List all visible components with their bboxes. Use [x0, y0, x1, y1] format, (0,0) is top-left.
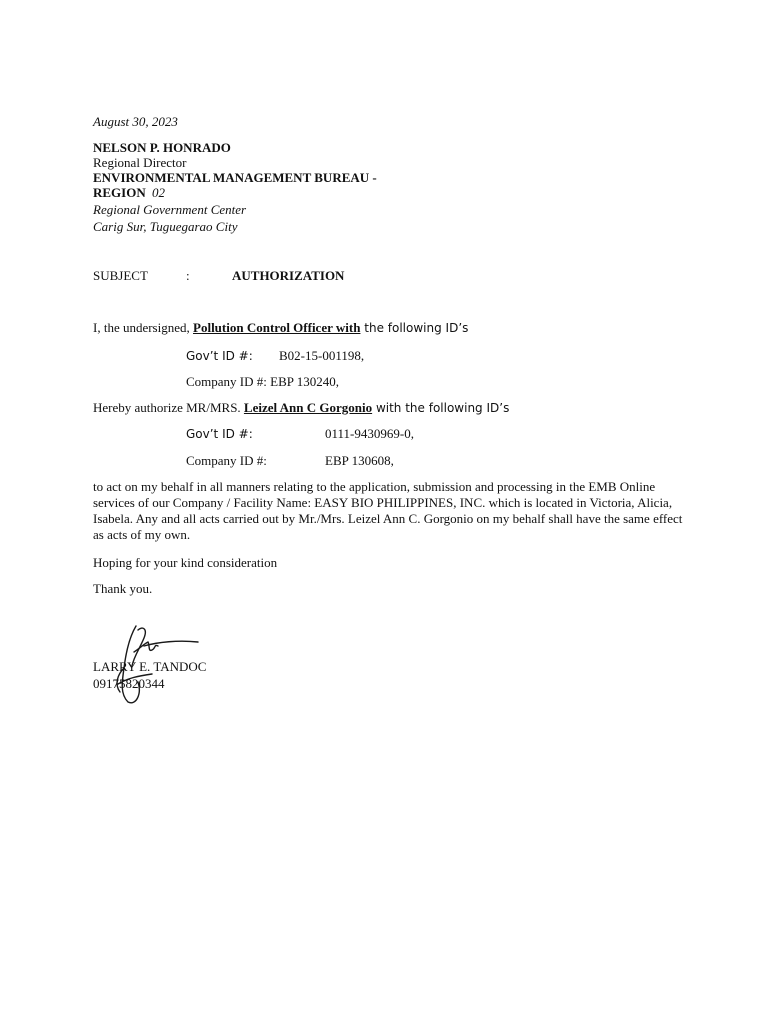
region-number: 02: [151, 185, 165, 200]
closing-line: Hoping for your kind consideration: [93, 555, 278, 570]
recipient-title: Regional Director: [93, 155, 187, 170]
officer-company-id: [186, 374, 339, 390]
subject-label: SUBJECT: [93, 268, 148, 283]
recipient-org: ENVIRONMENTAL MANAGEMENT BUREAU -: [93, 170, 377, 185]
officer-gov-id-value: B02-15-001198,: [279, 348, 365, 363]
authorize-suffix: with the following ID’s: [372, 401, 510, 415]
recipient-address-line2: Carig Sur, Tuguegarao City: [93, 219, 238, 234]
subject-value: AUTHORIZATION: [232, 268, 345, 283]
authorized-person-name: Leizel Ann C Gorgonio: [243, 400, 373, 415]
officer-company-id-value: EBP 130240,: [270, 374, 339, 389]
authorized-company-id-label: Company ID #:: [186, 453, 267, 468]
officer-role: Pollution Control Officer with: [193, 320, 361, 335]
officer-gov-id-label: Gov’t ID #:: [186, 349, 253, 363]
recipient-address-line1: Regional Government Center: [93, 202, 247, 217]
authorized-gov-id-label: Gov’t ID #:: [186, 427, 253, 441]
intro-suffix: the following ID’s: [360, 321, 469, 335]
authorize-line: [93, 400, 509, 416]
subject-colon: :: [186, 268, 190, 283]
intro-prefix: I, the undersigned,: [93, 320, 194, 335]
authorize-prefix: Hereby authorize MR/MRS.: [93, 400, 244, 415]
officer-company-id-label: Company ID #:: [186, 374, 267, 389]
letter-date: August 30, 2023: [93, 114, 178, 129]
signatory-name: LARRY E. TANDOC: [93, 659, 207, 674]
region-label: REGION: [93, 185, 146, 200]
intro-line: [93, 320, 468, 336]
thank-you: Thank you.: [93, 581, 153, 596]
authorized-company-id-value: EBP 130608,: [325, 453, 394, 468]
body-paragraph: to act on my behalf in all manners relating to the application, submission and processing in the EMB Online services of our Company / Facility Name: EASY BIO PHILIPPINES, INC. which is located in Victoria, Alicia, Isabela. Any and all acts carried out by Mr./Mrs. Leizel Ann C. Gorgonio on my behalf shall have the same effect as acts of my own.: [93, 479, 683, 542]
recipient-name: NELSON P. HONRADO: [93, 140, 231, 155]
recipient-region: [93, 185, 165, 201]
authorized-gov-id-value: 0111-9430969-0,: [325, 426, 414, 441]
signatory-phone: 09175820344: [93, 676, 165, 691]
